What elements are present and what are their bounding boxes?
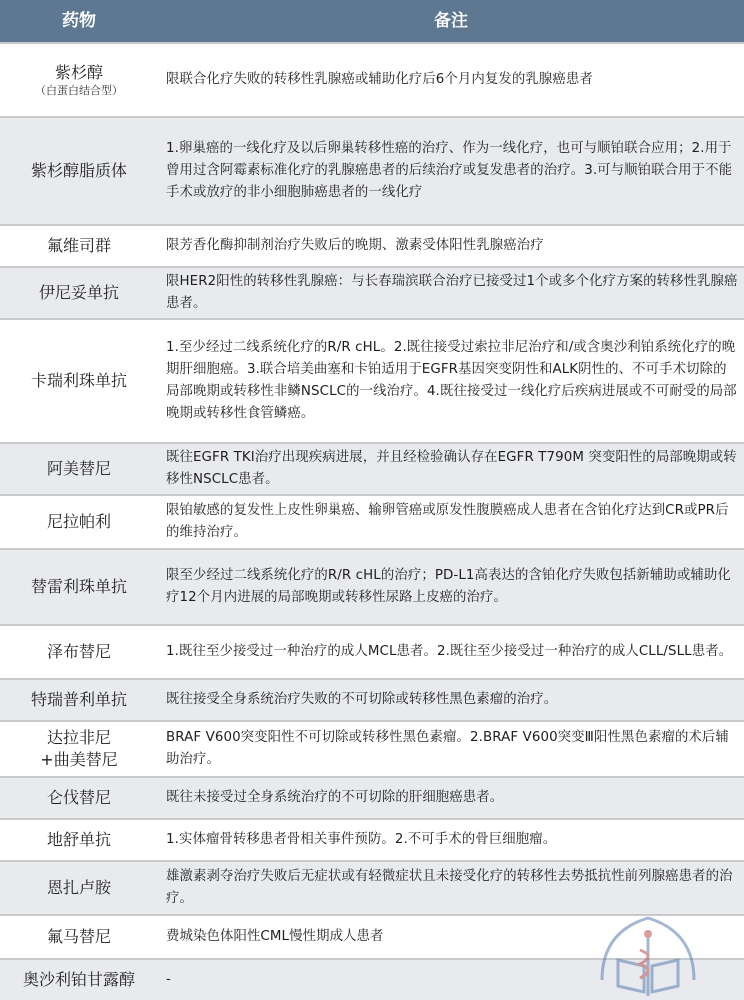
note-text: 费城染色体阳性CML慢性期成人患者: [166, 929, 384, 944]
header-note: 备注: [434, 11, 468, 31]
table-row: [0, 548, 744, 624]
table-row: [0, 266, 744, 318]
drug-name: 伊尼妥单抗: [38, 283, 119, 302]
drug-cell: [0, 226, 158, 266]
drug-cell: [0, 118, 158, 224]
drug-name: 紫杉醇脂质体: [30, 161, 127, 180]
drug-cell: [0, 626, 158, 678]
header-drug: 药物: [62, 11, 96, 31]
drug-cell: [0, 916, 158, 958]
note-text: 限芳香化酶抑制剂治疗失败后的晚期、激素受体阳性乳腺癌治疗: [166, 238, 544, 253]
note-text: 限至少经过二线系统化疗的R/R cHL的治疗；PD-L1高表达的含铂化疗失败包括新辅助或辅助化疗12个月内进展的局部晚期或转移性尿路上皮癌的治疗。: [166, 568, 731, 605]
note-text: 限铂敏感的复发性上皮性卵巢癌、输卵管癌或原发性腹膜癌成人患者在含铂化疗达到CR或PR后的维持治疗。: [166, 503, 729, 540]
note-cell: [166, 496, 738, 548]
note-text: 既往EGFR TKI治疗出现疾病进展，并且经检验确认存在EGFR T790M 突变阳性的局部晚期或转移性NSCLC患者。: [166, 450, 737, 487]
table-row: [0, 720, 744, 776]
note-cell: [166, 778, 738, 818]
drug-name: 恩扎卢胺: [46, 878, 111, 897]
drug-subname: （白蛋白结合型）: [35, 84, 123, 97]
note-text: BRAF V600突变阳性不可切除或转移性黑色素瘤。2.BRAF V600突变Ⅲ阳性黑色素瘤的术后辅助治疗。: [166, 730, 729, 767]
table-row: [0, 818, 744, 860]
drug-name: 卡瑞利珠单抗: [30, 371, 127, 390]
note-text: 1.至少经过二线系统化疗的R/R cHL。2.既往接受过索拉非尼治疗和/或含奥沙利铂系统化疗的晚期肝细胞癌。3.联合培美曲塞和卡铂适用于EGFR基因突变阴性和ALK阴性的、不可手术切除的局部晚期或转移性非鳞NSCLC的一线治疗。4.既往接受过一线化疗后疾病进展或不可耐受的局部晚期或转移性食管鳞癌。: [166, 340, 737, 421]
note-cell: [166, 118, 738, 224]
note-text: 限联合化疗失败的转移性乳腺癌或辅助化疗后6个月内复发的乳腺癌患者: [166, 72, 593, 87]
drug-name: 地舒单抗: [46, 830, 111, 849]
note-text: -: [166, 972, 171, 987]
drug-name: 紫杉醇: [54, 63, 103, 82]
note-text: 既往未接受过全身系统治疗的不可切除的肝细胞癌患者。: [166, 790, 504, 805]
note-text: 雄激素剥夺治疗失败后无症状或有轻微症状且未接受化疗的转移性去势抵抗性前列腺癌患者的治疗。: [166, 869, 733, 906]
drug-cell: [0, 496, 158, 548]
note-text: 限HER2阳性的转移性乳腺癌：与长春瑞滨联合治疗已接受过1个或多个化疗方案的转移性乳腺癌患者。: [166, 274, 738, 311]
table-row: [0, 624, 744, 678]
table-row: [0, 860, 744, 914]
note-cell: [166, 550, 738, 624]
drug-name: 替雷利珠单抗: [30, 577, 127, 596]
note-cell: [166, 680, 738, 720]
note-cell: [166, 722, 738, 776]
drug-name: 仑伐替尼: [46, 788, 111, 807]
drug-cell: [0, 960, 158, 1000]
drug-name: 阿美替尼: [46, 459, 111, 478]
drug-name: 尼拉帕利: [46, 512, 111, 531]
table-row: [0, 678, 744, 720]
note-text: 1.卵巢癌的一线化疗及以后卵巢转移性癌的治疗、作为一线化疗，也可与顺铂联合应用；2.用于曾用过含阿霉素标准化疗的乳腺癌患者的后续治疗或复发患者的治疗。3.可与顺铂联合用于不能手术或放疗的非小细胞肺癌患者的一线化疗: [166, 141, 733, 200]
table-row: [0, 494, 744, 548]
note-cell: [166, 226, 738, 266]
drug-cell: [0, 778, 158, 818]
drug-cell: [0, 268, 158, 318]
drug-name: 氟维司群: [46, 236, 111, 255]
note-text: 1.实体瘤骨转移患者骨相关事件预防。2.不可手术的骨巨细胞瘤。: [166, 832, 557, 847]
drug-name: 达拉非尼: [46, 728, 111, 747]
table-header: [0, 0, 744, 42]
table-row: [0, 442, 744, 494]
table-row: [0, 776, 744, 818]
drug-name: 氟马替尼: [46, 927, 111, 946]
note-text: 既往接受全身系统治疗失败的不可切除或转移性黑色素瘤的治疗。: [166, 692, 558, 707]
table-row: [0, 224, 744, 266]
note-cell: [166, 268, 738, 318]
note-cell: [166, 862, 738, 914]
note-cell: [166, 626, 738, 678]
drug-name: 泽布替尼: [46, 642, 111, 661]
drug-cell: [0, 44, 158, 116]
drug-cell: [0, 550, 158, 624]
note-cell: [166, 444, 738, 494]
drug-name: 特瑞普利单抗: [30, 690, 127, 709]
drug-cell: [0, 722, 158, 776]
drug-cell: [0, 862, 158, 914]
note-cell: [166, 820, 738, 860]
drug-cell: [0, 320, 158, 442]
table-row: [0, 42, 744, 116]
drug-cell: [0, 680, 158, 720]
table-row: [0, 116, 744, 224]
note-text: 1.既往至少接受过一种治疗的成人MCL患者。2.既往至少接受过一种治疗的成人CLL/SLL患者。: [166, 644, 733, 659]
drug-name-line2: +曲美替尼: [40, 750, 118, 769]
drug-cell: [0, 820, 158, 860]
drug-name: 奥沙利铂甘露醇: [22, 970, 135, 989]
note-cell: [166, 320, 738, 442]
drug-cell: [0, 444, 158, 494]
note-cell: [166, 44, 738, 116]
caduceus-book-logo-icon: [596, 910, 700, 998]
table-row: [0, 318, 744, 442]
